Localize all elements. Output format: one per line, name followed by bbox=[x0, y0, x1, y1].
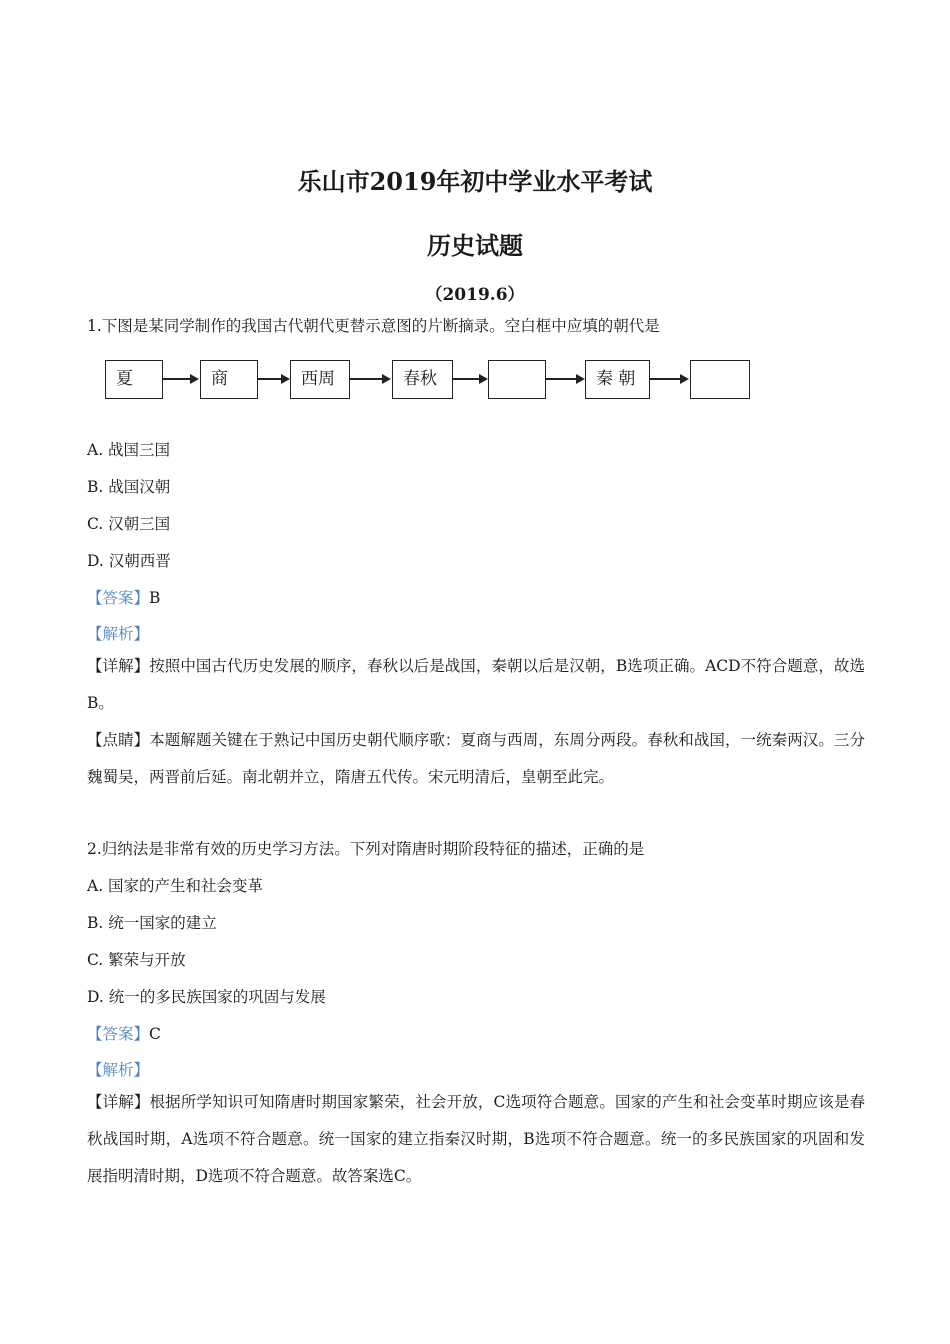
exam-date: （2019.6） bbox=[425, 285, 525, 305]
q1-detail-text: 按照中国古代历史发展的顺序，春秋以后是战国，秦朝以后是汉朝，B选项正确。ACD不符合题意，故选B。 bbox=[87, 657, 865, 712]
arrow-5 bbox=[546, 378, 576, 380]
q1-detail bbox=[87, 648, 865, 722]
q1-note-text: 本题解题关键在于熟记中国历史朝代顺序歌：夏商与西周，东周分两段。春秋和战国，一统秦两汉。三分魏蜀吴，两晋前后延。南北朝并立，隋唐五代传。宋元明清后，皇朝至此完。 bbox=[87, 731, 865, 786]
q2-option-c: C. 繁荣与开放 bbox=[87, 951, 186, 969]
arrow-1 bbox=[163, 378, 190, 380]
arrow-head-3 bbox=[382, 374, 391, 384]
q1-answer-value: B bbox=[149, 589, 161, 607]
exam-subtitle: 历史试题 bbox=[427, 231, 523, 260]
arrow-head-2 bbox=[281, 374, 290, 384]
q2-option-b: B. 统一国家的建立 bbox=[87, 914, 217, 932]
q1-stem: 1.下图是某同学制作的我国古代朝代更替示意图的片断摘录。空白框中应填的朝代是 bbox=[87, 317, 660, 335]
arrow-6 bbox=[650, 378, 680, 380]
q1-option-b: B. 战国汉朝 bbox=[87, 478, 171, 496]
arrow-2 bbox=[258, 378, 281, 380]
q2-answer-tag: 【答案】 bbox=[87, 1025, 150, 1043]
q1-option-a: A. 战国三国 bbox=[87, 441, 171, 459]
q2-option-d: D. 统一的多民族国家的巩固与发展 bbox=[87, 988, 326, 1006]
dynasty-box-chunqiu: 春秋 bbox=[392, 360, 453, 399]
q2-answer-value: C bbox=[149, 1025, 161, 1043]
q1-detail-tag: 【详解】 bbox=[87, 657, 150, 675]
q1-answer bbox=[87, 586, 160, 608]
q2-option-a: A. 国家的产生和社会变革 bbox=[87, 877, 264, 895]
q1-note-tag: 【点睛】 bbox=[87, 731, 150, 749]
q1-analysis-tag: 【解析】 bbox=[87, 625, 150, 643]
dynasty-box-blank-2 bbox=[690, 360, 750, 399]
dynasty-box-qin: 秦 朝 bbox=[585, 360, 650, 399]
dynasty-box-xia: 夏 bbox=[105, 360, 163, 399]
arrow-head-6 bbox=[680, 374, 689, 384]
q2-detail bbox=[87, 1084, 865, 1195]
arrow-head-5 bbox=[576, 374, 585, 384]
arrow-4 bbox=[453, 378, 479, 380]
q1-option-d: D. 汉朝西晋 bbox=[87, 552, 171, 570]
q2-analysis-tag: 【解析】 bbox=[87, 1061, 150, 1079]
dynasty-box-xizhou: 西周 bbox=[290, 360, 350, 399]
q1-option-c: C. 汉朝三国 bbox=[87, 515, 171, 533]
arrow-head-1 bbox=[190, 374, 199, 384]
q1-note bbox=[87, 722, 865, 796]
q2-detail-tag: 【详解】 bbox=[87, 1093, 150, 1111]
dynasty-box-blank-1 bbox=[488, 360, 546, 399]
exam-title: 乐山市2019年初中学业水平考试 bbox=[297, 167, 653, 196]
q2-answer bbox=[87, 1022, 161, 1044]
arrow-3 bbox=[350, 378, 382, 380]
q1-answer-tag: 【答案】 bbox=[87, 589, 150, 607]
dynasty-box-shang: 商 bbox=[200, 360, 258, 399]
q2-detail-text: 根据所学知识可知隋唐时期国家繁荣，社会开放，C选项符合题意。国家的产生和社会变革时期应该是春秋战国时期，A选项不符合题意。统一国家的建立指秦汉时期，B选项不符合题意。统一的多民族国家的巩固和发展指明清时期，D选项不符合题意。故答案选C。 bbox=[87, 1093, 865, 1185]
q2-stem: 2.归纳法是非常有效的历史学习方法。下列对隋唐时期阶段特征的描述，正确的是 bbox=[87, 840, 645, 858]
arrow-head-4 bbox=[479, 374, 488, 384]
